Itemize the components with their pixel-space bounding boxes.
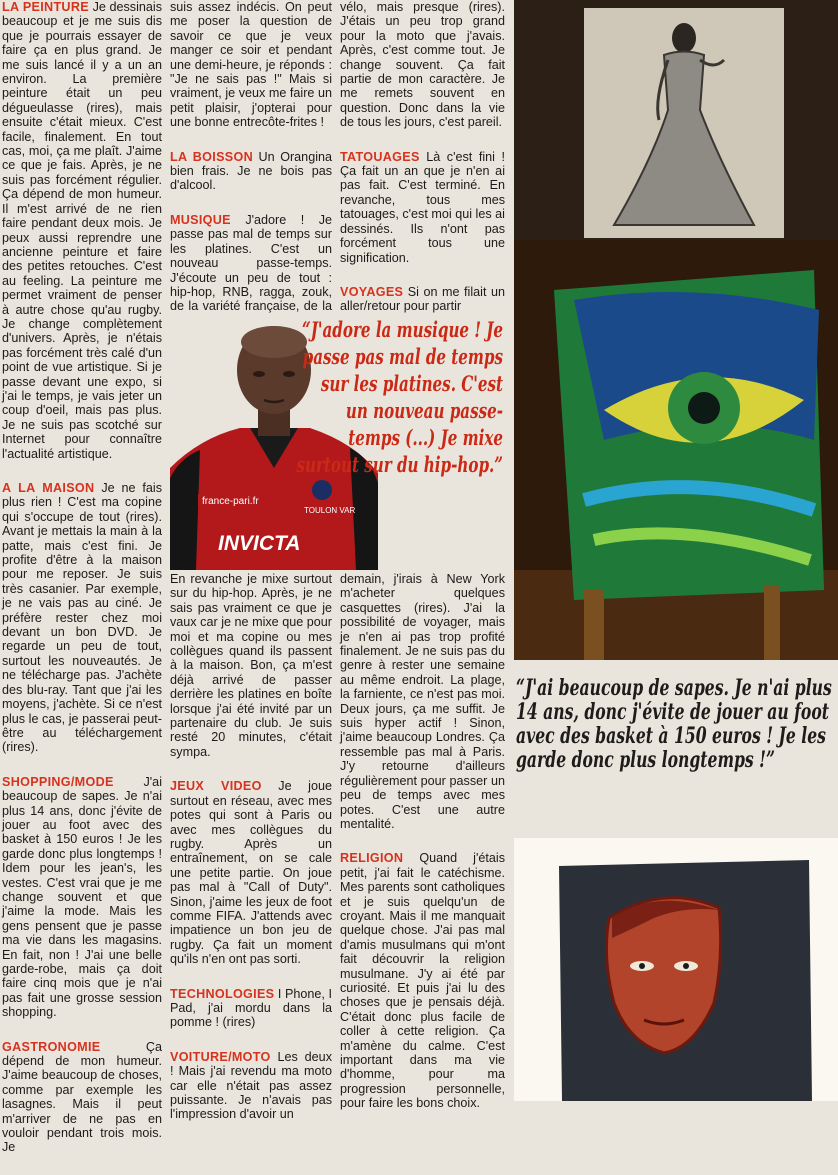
section-heading: A LA MAISON <box>2 481 95 495</box>
section-heading: TATOUAGES <box>340 149 420 164</box>
paragraph-text: vélo, mais presque (rires). J'étais un peu trop grand pour la moto que j'avais. Après, c'est comme tout. Je change souvent. Ça fait partie de mon caractère. Je me remets souvent en question. Donc dans la vie de tous les jours, c'est pareil. <box>340 0 505 130</box>
painting-face <box>514 838 838 1101</box>
jersey-sponsor-text: france-pari.fr <box>202 496 259 507</box>
paragraph-text: Là c'est fini ! Ça fait un an que je n'en ai pas fait. C'est terminé. En revanche, tous mes tatouages, c'est moi qui les ai dessinés. Ils n'ont pas forcément tous une signification. <box>340 149 505 265</box>
col3-paragraph <box>340 0 505 130</box>
article-column-3-lower <box>340 572 505 1131</box>
col3-paragraph <box>340 285 505 314</box>
paragraph-text: Ça dépend de mon humeur. J'aime beaucoup de choses, comme par exemple les lasagnes. Mais il peut m'arriver de ne pas en vouloir pendant trois mois. Je <box>2 1039 162 1155</box>
col2b-paragraph <box>170 779 332 966</box>
section-heading: VOITURE/MOTO <box>170 1049 271 1064</box>
pull-quote-fashion: “J'ai beaucoup de sapes. Je n'ai plus 14 ans, donc j'évite de jouer au foot avec des basket à 150 euros ! Je les garde donc plus longtemps !” <box>516 675 832 773</box>
col2b-paragraph <box>170 1050 332 1122</box>
col2-paragraph <box>170 213 332 328</box>
paragraph-text: Si on me filait un aller/retour pour partir <box>340 284 505 314</box>
section-heading: MUSIQUE <box>170 212 231 227</box>
article-column-1 <box>2 0 162 1175</box>
jersey-team-text: TOULON VAR <box>304 506 356 515</box>
col3b-paragraph <box>340 572 505 831</box>
paragraph-text: Je ne fais plus rien ! C'est ma copine qui s'occupe de tout (rires). Avant je mettais la main à la patte, mais c'est fini. Je profite d'être à la maison pour me reposer. Je suis très casanier. Par exemple, je ne vais pas au ciné. Je préfère rester chez moi devant un bon DVD. Je regarde un peu de tout, surtout les nouveautés. Je ne télécharge pas. J'achète des blu-ray. Tant que j'ai les moyens, j'achète. Si ce n'est plus le cas, je passerai peut-être au téléchargement (rires). <box>2 481 163 755</box>
paragraph-text: Je joue surtout en réseau, avec mes potes qui sont à Paris ou avec mes collègues du rugby. Après un entraînement, on se cale une petite partie. On joue pas mal à "Call of Duty". Sinon, j'aime les jeux de foot comme FIFA. J'attends avec impatience un bon jeu de rugby. Ça fait un moment qu'ils n'en ont pas sorti. <box>170 779 332 967</box>
paragraph-text: Un Orangina bien frais. Je ne bois pas d'alcool. <box>170 149 332 193</box>
section-heading: GASTRONOMIE <box>2 1039 101 1054</box>
section-heading: RELIGION <box>340 851 404 866</box>
paragraph-text: Quand j'étais petit, j'ai fait le catéchisme. Mes parents sont catholiques et je suis quelqu'un de croyant. Mais il me manquait quelque chose. J'ai pas mal d'amis musulmans qui m'ont fait découvrir la religion musulmane. J'y ai été par curiosité. Et puis j'ai lu des choses que je pensais déjà. C'était donc plus facile de coller à cette religion. Ça m'amène du calme. C'est important dans ma vie d'homme, pour ma progression personnelle, pour faire les bons choix. <box>340 851 505 1111</box>
paragraph-text: J'ai beaucoup de sapes. Je n'ai plus 14 ans, donc j'évite de jouer au foot avec des basket à 150 euros ! Je les garde donc plus longtemps ! Idem pour les jean's, les vestes. C'est vrai que je me change souvent et que j'aime la mode. Mais les gens pensent que je passe ma vie dans les magasins. En fait, non ! J'ai une belle garde-robe, mais ça doit faire cinq mois que je n'ai pas fait une grosse session shopping. <box>2 774 162 1020</box>
section-heading: VOYAGES <box>340 284 404 299</box>
paragraph-text: Je dessinais beaucoup et je me suis dis que je pourrais essayer de faire ça en plus grand. Je me suis lancé il y a un an environ. La première peinture était un peu dégueulasse (rires), mais ensuite c'était mieux. C'est facile, finalement. En tout cas, moi, ça me plaît. J'aime ce que je fais. Après, je ne suis pas forcément régulier. Ça dépend de mon humeur. Il m'est arrivé de ne rien faire pendant deux mois. Je peux aussi reprendre une ancienne peinture et faire des petites retouches. C'est au feeling. La peinture me permet vraiment de penser à autre chose qu'au rugby. Je change complètement d'univers. Après, je n'étais pas forcément très calé d'un point de vue artistique. Si je passe devant une expo, si j'ai le temps, je vais jeter un coup d'oeil, mais pas plus. Je ne suis pas scotché sur Internet pour connaître l'actualité artistique. <box>2 0 162 461</box>
paragraph-text: Les deux ! Mais j'ai revendu ma moto car elle n'était pas assez puissante. Je n'avais pas l'impression d'avoir un <box>170 1049 332 1122</box>
section-heading: LA BOISSON <box>170 149 253 164</box>
paragraph-text: demain, j'irais à New York m'acheter quelques casquettes (rires). J'ai la possibilité de voyager, mais je n'en ai pas trop profité finalement. Je ne suis pas du genre à rester une semaine au même endroit. La plage, la farniente, ce n'est pas moi. Deux jours, ça me suffit. Je suis hyper actif ! Sinon, j'aime beaucoup Londres. Ça ressemble pas mal à Paris. J'y retourne d'ailleurs régulièrement pour passer un peu de temps avec mes potes. C'est une autre mentalité. <box>340 572 505 831</box>
col3b-paragraph <box>340 851 505 1110</box>
jersey-sponsor-logo: INVICTA <box>218 532 301 555</box>
paragraph-text: J'adore ! Je passe pas mal de temps sur les platines. C'est un nouveau passe-temps. J'écoute un peu de tout : hip-hop, RNB, ragga, zouk, de la variété française, de la <box>170 212 332 314</box>
painting-dress <box>514 0 838 240</box>
pull-quote-music: “J'adore la musique ! Je passe pas mal de temps sur les platines. C'est un nouveau passe-temps (...) Je mixe surtout sur du hip-hop.” <box>296 317 503 477</box>
article-column-3 <box>340 0 505 334</box>
paragraph-text: I Phone, I Pad, j'ai mordu dans la pomme ! (rires) <box>170 986 332 1030</box>
section-heading: SHOPPING/MODE <box>2 774 114 789</box>
paragraph-text: suis assez indécis. On peut me poser la question de savoir ce que je veux manger ce soir et pendant une demi-heure, je réponds : "Je ne sais pas !" Mais si vraiment, je veux me faire un petit plaisir, j'opterai pour une bonne entrecôte-frites ! <box>170 0 332 130</box>
col1-paragraph <box>2 0 162 461</box>
col1-paragraph <box>2 1040 162 1155</box>
section-heading: LA PEINTURE <box>2 0 89 14</box>
painting-eye <box>514 240 838 660</box>
paragraph-text: En revanche je mixe surtout sur du hip-hop. Après, je ne sais pas vraiment ce que je vaux car je ne mixe que pour moi et ma copine ou mes collègues quand ils passent à la maison. Bon, ça m'est déjà arrivé de passer derrière les platines en boîte lorsque j'ai été invité par un partenaire du club. Je suis resté 20 minutes, c'était sympa. <box>170 572 332 759</box>
article-column-2 <box>170 0 332 348</box>
col2b-paragraph <box>170 987 332 1030</box>
col1-paragraph <box>2 481 162 755</box>
col1-paragraph <box>2 775 162 1020</box>
article-column-2-lower <box>170 572 332 1142</box>
col2-paragraph <box>170 150 332 193</box>
col3-paragraph <box>340 150 505 265</box>
section-heading: TECHNOLOGIES <box>170 986 275 1001</box>
section-heading: JEUX VIDEO <box>170 779 262 794</box>
col2b-paragraph <box>170 572 332 759</box>
col2-paragraph <box>170 0 332 130</box>
